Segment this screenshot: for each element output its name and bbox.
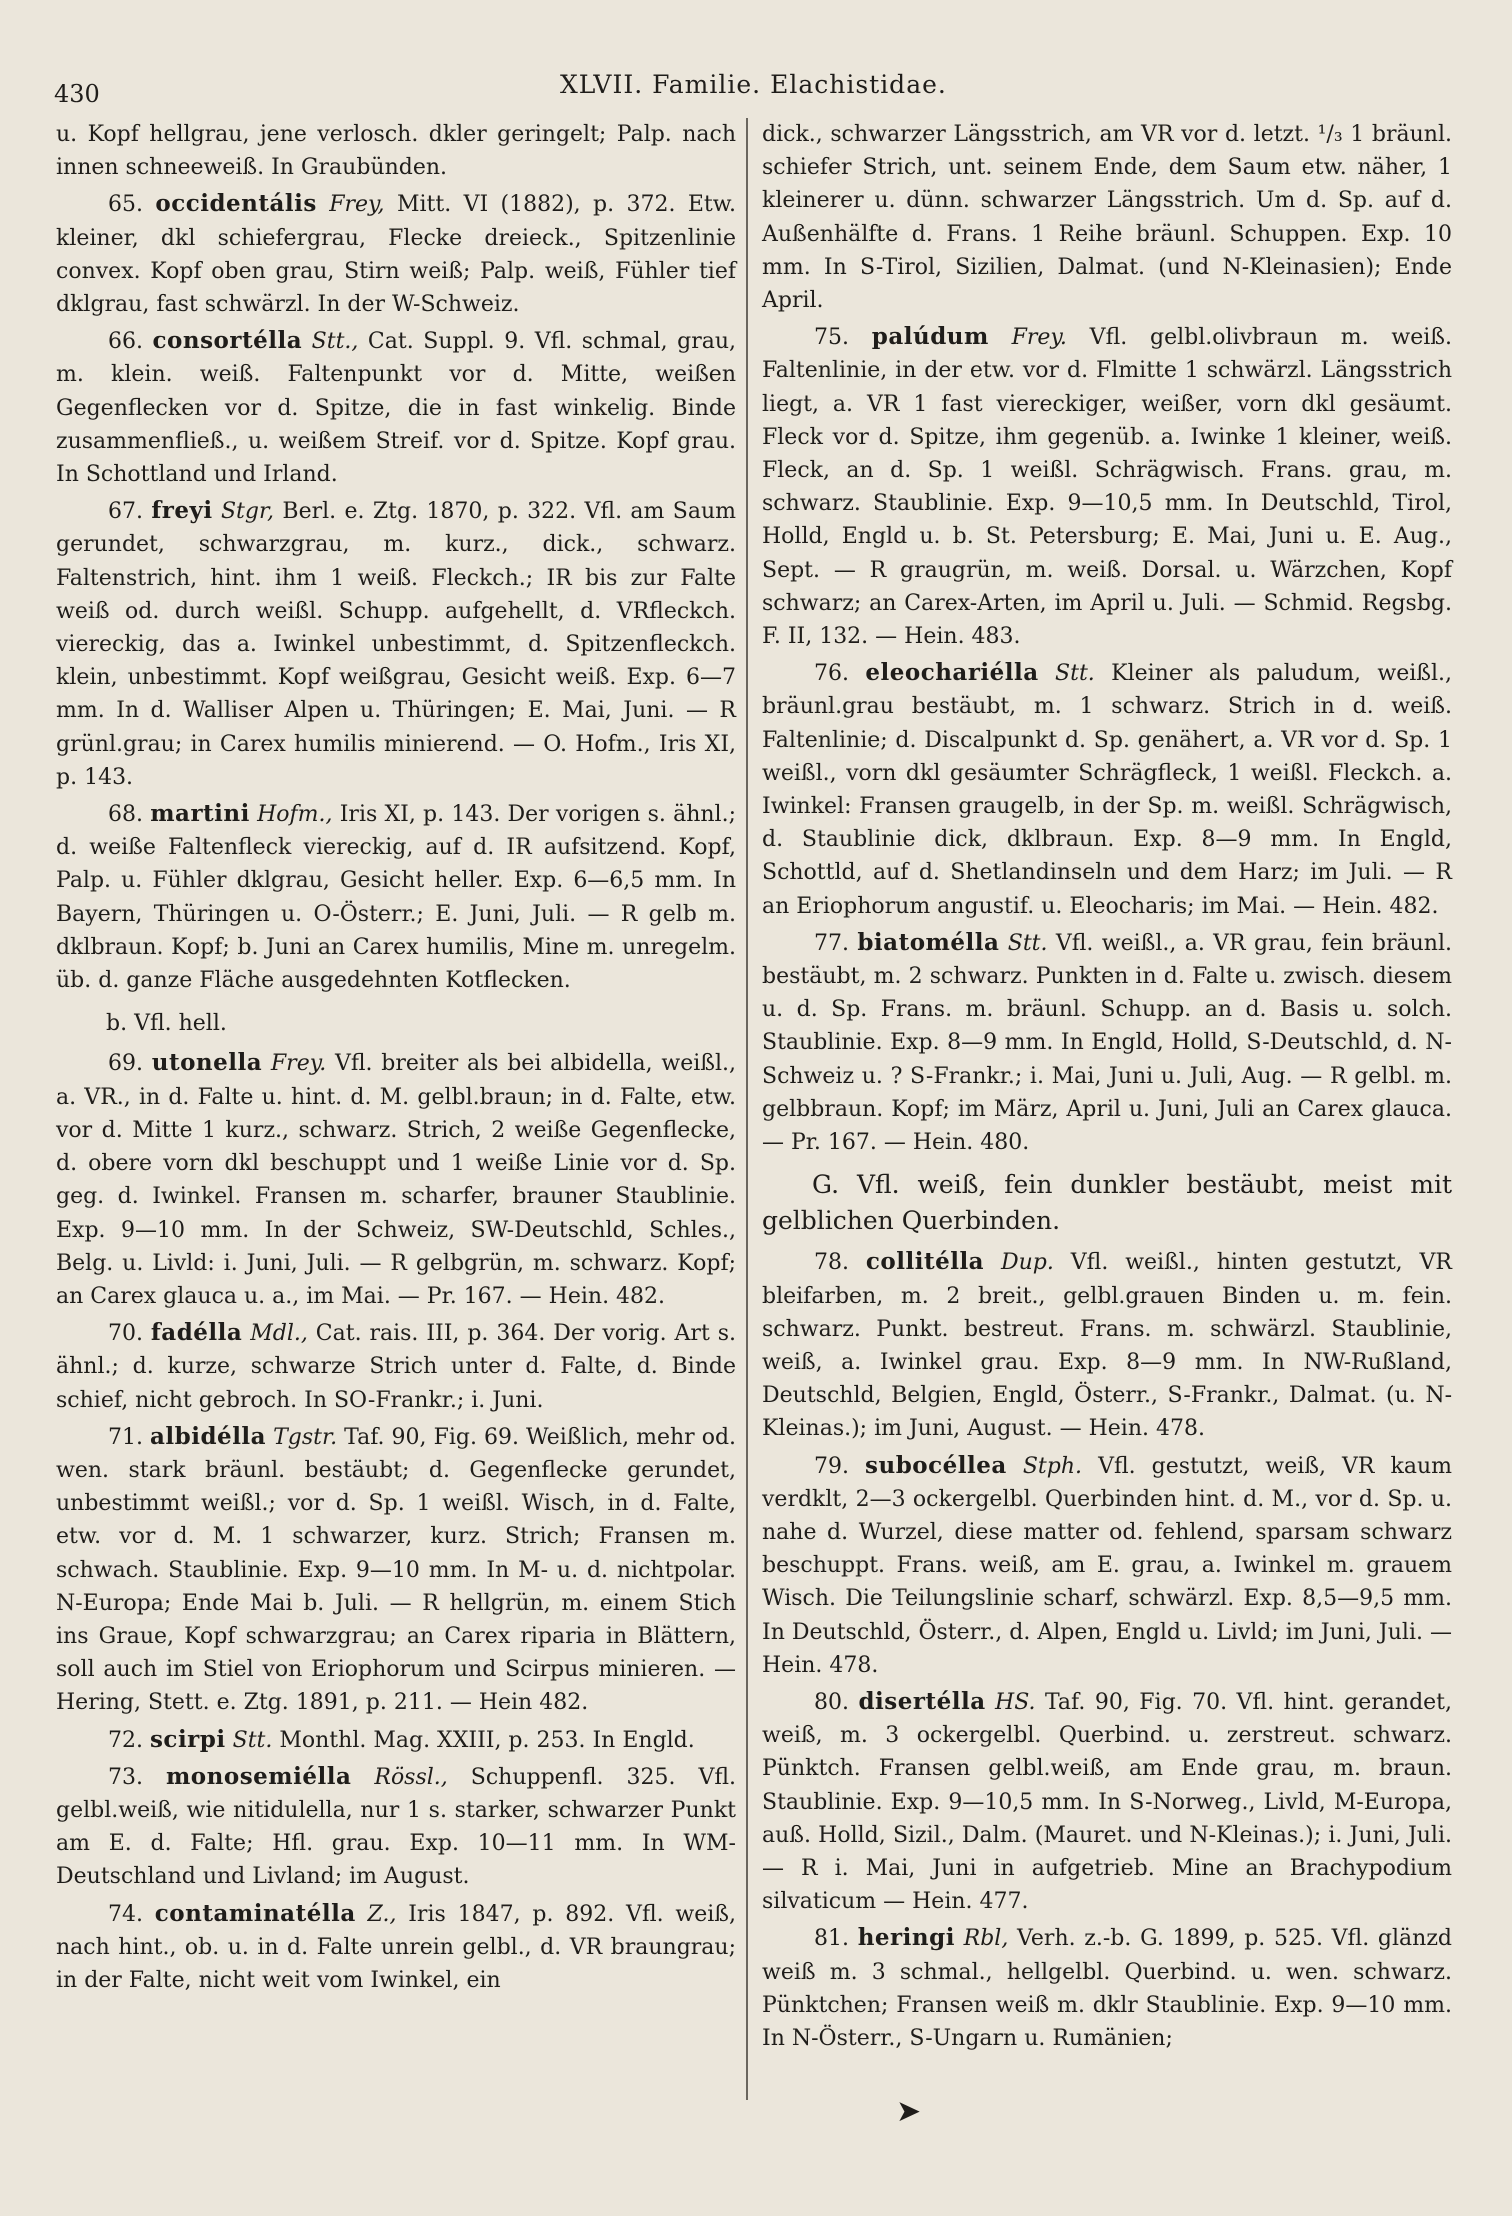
entry-text: Cat. Suppl. 9. Vfl. schmal, grau, m. klein. weiß. Faltenpunkt vor d. Mitte, weißen Gegenflecken vor d. Spitze, die in fast winkelig. Binde zusammenfließ., u. weißem Streif. vor d. Spitze. Kopf grau. In Schottland und Irland.: [56, 329, 736, 488]
species-name: scirpi: [149, 1725, 226, 1753]
entry-text: Mitt. VI (1882), p. 372. Etw. kleiner, dkl schiefergrau, Flecke dreieck., Spitzenlinie convex. Kopf oben grau, Stirn weiß; Palp. weiß, Fühler tief dklgrau, fast schwärzl. In der W-Schweiz.: [56, 192, 736, 318]
species-entry: [762, 1685, 1452, 1918]
entry-number: 65.: [108, 192, 156, 218]
species-name: consortélla: [152, 327, 303, 355]
author-name: Frey.: [1011, 325, 1067, 351]
author-name: Z.,: [367, 1901, 397, 1927]
author-name: Stt.: [1055, 661, 1095, 687]
species-entry: [762, 320, 1452, 653]
species-name: subocéllea: [865, 1451, 1007, 1479]
author-name: Stgr,: [220, 499, 275, 525]
continued-paragraph: u. Kopf hellgrau, jene verlosch. dkler geringelt; Palp. nach innen schneeweiß. In Graubünden.: [56, 122, 736, 181]
entry-text: Berl. e. Ztg. 1870, p. 322. Vfl. am Saum gerundet, schwarzgrau, m. kurz., dick., schwarz. Faltenstrich, hint. ihm 1 weiß. Fleckch.; IR bis zur Falte weiß od. durch weißl. Schupp. aufgehellt, d. VRfleckch. viereckig, das a. Iwinkel unbestimmt, d. Spitzenfleckch. klein, unbestimmt. Kopf weißgrau, Gesicht weiß. Exp. 6—7 mm. In d. Walliser Alpen u. Thüringen; E. Mai, Juni. — R grünl.grau; in Carex humilis minierend. — O. Hofm., Iris XI, p. 143.: [56, 499, 736, 790]
species-name: heringi: [857, 1924, 955, 1952]
entry-text: Cat. rais. III, p. 364. Der vorig. Art s. ähnl.; d. kurze, schwarze Strich unter d. Falte, d. Binde schief, nicht gebroch. In SO-Frankr.; i. Juni.: [56, 1321, 736, 1413]
entry-text: Vfl. weißl., a. VR grau, fein bräunl. bestäubt, m. 2 schwarz. Punkten in d. Falte u. zwisch. diesem u. d. Sp. Frans. m. bräunl. Schupp. an d. Basis u. solch. Staublinie. Exp. 8—9 mm. In Engld, Holld, S-Deutschld, d. N-Schweiz u. ? S-Frankr.; i. Mai, Juni u. Juli, Aug. — R gelbl. m. gelbbraun. Kopf; im März, April u. Juni, Juli an Carex glauca. — Pr. 167. — Hein. 480.: [762, 930, 1452, 1156]
continuation-arrow-icon: ➤: [896, 2094, 922, 2129]
species-entry: [56, 1046, 736, 1313]
species-name: martini: [150, 800, 250, 828]
species-name: monosemiélla: [165, 1762, 352, 1790]
species-entry: [56, 324, 736, 491]
species-name: eleochariélla: [865, 659, 1039, 687]
subsection-heading: b. Vfl. hell.: [106, 1011, 227, 1037]
entry-text: Monthl. Mag. XXIII, p. 253. In Engld.: [272, 1727, 695, 1753]
entry-text: Vfl. breiter als bei albidella, weißl., a. VR., in d. Falte u. hint. d. M. gelbl.braun; in d. Falte, etw. vor d. Mitte 1 kurz., schwarz. Strich, 2 weiße Gegenflecke, d. obere vorn dkl beschuppt und 1 weiße Linie vor d. Sp. geg. d. Iwinkel. Fransen m. scharfer, brauner Staublinie. Exp. 9—10 mm. In der Schweiz, SW-Deutschld, Schles., Belg. u. Livld: i. Juni, Juli. — R gelbgrün, m. schwarz. Kopf; an Carex glauca u. a., im Mai. — Pr. 167. — Hein. 482.: [56, 1051, 736, 1309]
species-entry: [762, 1449, 1452, 1682]
column-divider: [746, 118, 748, 2100]
author-name: Stt.: [1007, 930, 1048, 956]
species-entry: [56, 187, 736, 321]
species-entry: [56, 494, 736, 794]
species-name: collitélla: [865, 1248, 985, 1276]
species-name: fadélla: [150, 1319, 243, 1347]
author-name: Stt.: [232, 1727, 273, 1753]
author-name: Mdl.,: [250, 1321, 308, 1347]
author-name: HS.: [995, 1689, 1036, 1715]
entry-number: 66.: [108, 329, 153, 355]
entry-text: Schuppenfl. 325. Vfl. gelbl.weiß, wie nitidulella, nur 1 s. starker, schwarzer Punkt am E. d. Falte; Hfl. grau. Exp. 10—11 mm. In WM-Deutschland und Livland; im August.: [56, 1764, 737, 1890]
entry-number: 72.: [108, 1727, 150, 1753]
entry-number: 71.: [108, 1424, 151, 1450]
continued-paragraph: dick., schwarzer Längsstrich, am VR vor d. letzt. ¹/₃ 1 bräunl. schiefer Strich, unt. seinem Ende, dem Saum etw. näher, 1 kleinerer u. dünn. schwarzer Längsstrich. Um d. Sp. auf d. Außenhälfte d. Frans. 1 Reihe bräunl. Schuppen. Exp. 10 mm. In S-Tirol, Sizilien, Dalmat. (und N-Kleinasien); Ende April.: [762, 122, 1452, 314]
species-entry: [762, 926, 1452, 1159]
species-name: occidentális: [155, 190, 317, 218]
entry-text: Vfl. gelbl.olivbraun m. weiß. Faltenlinie, in der etw. vor d. Flmitte 1 schwärzl. Längsstrich liegt, a. VR 1 fast viereckiger, weißer, vorn dkl gesäumt. Fleck vor d. Spitze, ihm gegenüb. a. Iwinke 1 kleiner, weiß. Fleck, an d. Sp. 1 weißl. Schrägwisch. Frans. grau, m. schwarz. Staublinie. Exp. 9—10,5 mm. In Deutschld, Tirol, Holld, Engld u. b. St. Petersburg; E. Mai, Juni u. E. Aug., Sept. — R graugrün, m. weiß. Dorsal. u. Wärzchen, Kopf schwarz; an Carex-Arten, im April u. Juli. — Schmid. Regsbg. F. II, 132. — Hein. 483.: [762, 325, 1452, 650]
entry-number: 79.: [814, 1453, 866, 1479]
entry-number: 81.: [814, 1926, 858, 1952]
species-name: albidélla: [150, 1422, 267, 1450]
entry-number: 69.: [108, 1051, 152, 1077]
entry-text: Verh. z.-b. G. 1899, p. 525. Vfl. glänzd weiß m. 3 schmal., hellgelbl. Querbind. u. wen. schwarz. Pünktchen; Fransen weiß m. dklr Staublinie. Exp. 9—10 mm. In N-Österr., S-Ungarn u. Rumänien;: [762, 1926, 1452, 2051]
author-name: Frey.: [270, 1051, 327, 1077]
running-title: XLVII. Familie. Elachistidae.: [560, 70, 947, 99]
species-name: disertélla: [858, 1687, 986, 1715]
species-name: freyi: [151, 497, 213, 525]
species-entry: [762, 656, 1452, 923]
entry-number: 67.: [108, 499, 152, 525]
species-entry: [56, 1723, 736, 1757]
entry-number: 74.: [108, 1901, 155, 1927]
entry-number: 75.: [814, 325, 872, 351]
entry-text: Taf. 90, Fig. 69. Weißlich, mehr od. wen. stark bräunl. bestäubt; d. Gegenflecke gerundet, unbestimmt weißl.; vor d. Sp. 1 weißl. Wisch, in d. Falte, etw. vor d. M. 1 schwarzer, kurz. Strich; Fransen m. schwach. Staublinie. Exp. 9—10 mm. In M- u. d. nichtpolar. N-Europa; Ende Mai b. Juli. — R hellgrün, m. einem Stich ins Graue, Kopf schwarzgrau; an Carex riparia in Blättern, soll auch im Stiel von Eriophorum und Scirpus minieren. — Hering, Stett. e. Ztg. 1891, p. 211. — Hein 482.: [56, 1424, 737, 1716]
species-name: palúdum: [871, 323, 989, 351]
species-name: utonella: [151, 1049, 263, 1077]
entry-text: Iris XI, p. 143. Der vorigen s. ähnl.; d. weiße Faltenfleck viereckig, auf d. IR aufsitzend. Kopf, Palp. u. Fühler dklgrau, Gesicht heller. Exp. 6—6,5 mm. In Bayern, Thüringen u. O-Österr.; E. Juni, Juli. — R gelb m. dklbraun. Kopf; b. Juni an Carex humilis, Mine m. unregelm. üb. d. ganze Fläche ausgedehnten Kotflecken.: [56, 802, 736, 994]
entry-text: Iris 1847, p. 892. Vfl. weiß, nach hint., ob. u. in d. Falte unrein gelbl., d. VR braungrau; in der Falte, nicht weit vom Iwinkel, ein: [56, 1901, 736, 1993]
species-name: biatomélla: [857, 928, 1000, 956]
author-name: Frey,: [329, 192, 385, 218]
species-entry: [56, 1420, 736, 1720]
entry-number: 77.: [814, 930, 858, 956]
author-name: Rössl.,: [374, 1764, 448, 1790]
species-entry: [56, 797, 736, 997]
entry-text: Vfl. weißl., hinten gestutzt, VR bleifarben, m. 2 breit., gelbl.grauen Binden u. m. fein. schwarz. Punkt. bestreut. Frans. m. schwärzl. Staublinie, weiß, a. Iwinkel grau. Exp. 8—9 mm. In NW-Rußland, Deutschld, Belgien, Engld, Österr., S-Frankr., Dalmat. (u. N-Kleinas.); im Juni, August. — Hein. 478.: [762, 1250, 1452, 1442]
entry-number: 80.: [814, 1689, 859, 1715]
author-name: Hofm.,: [257, 802, 333, 828]
species-entry: [762, 1245, 1452, 1445]
entry-text: Taf. 90, Fig. 70. Vfl. hint. gerandet, weiß, m. 3 ockergelbl. Querbind. u. zerstreut. schwarz. Pünktch. Fransen gelbl.weiß, am Ende grau, m. braun. Staublinie. Exp. 9—10,5 mm. In S-Norweg., Livld, M-Europa, auß. Holld, Sizil., Dalm. (Mauret. und N-Kleinas.); i. Juni, Juli. — R i. Mai, Juni in aufgetrieb. Mine an Brachypodium silvaticum — Hein. 477.: [762, 1689, 1453, 1915]
left-column: [56, 118, 736, 1997]
species-entry: [56, 1316, 736, 1417]
entry-text: Vfl. gestutzt, weiß, VR kaum verdklt, 2—3 ockergelbl. Querbinden hint. d. M., vor d. Sp. u. nahe d. Wurzel, diese matter od. fehlend, sparsam schwarz beschuppt. Frans. weiß, am E. grau, a. Iwinkel m. grauem Wisch. Die Teilungslinie scharf, schwärzl. Exp. 8,5—9,5 mm. In Deutschld, Österr., d. Alpen, Engld u. Livld; im Juni, Juli. — Hein. 478.: [762, 1453, 1453, 1678]
species-name: contaminatélla: [154, 1899, 356, 1927]
entry-number: 68.: [108, 802, 151, 828]
author-name: Rbl,: [963, 1926, 1009, 1952]
entry-number: 73.: [108, 1764, 166, 1790]
right-column: [762, 118, 1452, 2055]
entry-text: Kleiner als paludum, weißl., bräunl.grau bestäubt, m. 1 schwarz. Strich in d. weiß. Faltenlinie; d. Discalpunkt d. Sp. genähert, a. VR vor d. Sp. 1 weißl., vorn dkl gesäumter Schrägfleck, 1 weißl. Fleckch. a. Iwinkel: Fransen graugelb, in der Sp. m. weißl. Schrägwisch, d. Staublinie dick, dklbraun. Exp. 8—9 mm. In Engld, Schottld, auf d. Shetlandinseln und dem Harz; im Juli. — R an Eriophorum angustif. u. Eleocharis; im Mai. — Hein. 482.: [762, 661, 1452, 919]
group-heading: G. Vfl. weiß, fein dunkler bestäubt, meist mit gelblichen Querbinden.: [762, 1170, 1452, 1236]
author-name: Stph.: [1022, 1453, 1083, 1479]
species-entry: [56, 1760, 736, 1894]
author-name: Stt.,: [311, 329, 359, 355]
page-header: [0, 70, 1512, 110]
species-entry: [56, 1897, 736, 1998]
page-number: 430: [54, 80, 100, 108]
entry-number: 70.: [108, 1321, 151, 1347]
author-name: Dup.: [1000, 1250, 1054, 1276]
author-name: Tgstr.: [273, 1424, 338, 1450]
entry-number: 78.: [814, 1250, 866, 1276]
entry-number: 76.: [814, 661, 866, 687]
species-entry: [762, 1921, 1452, 2055]
